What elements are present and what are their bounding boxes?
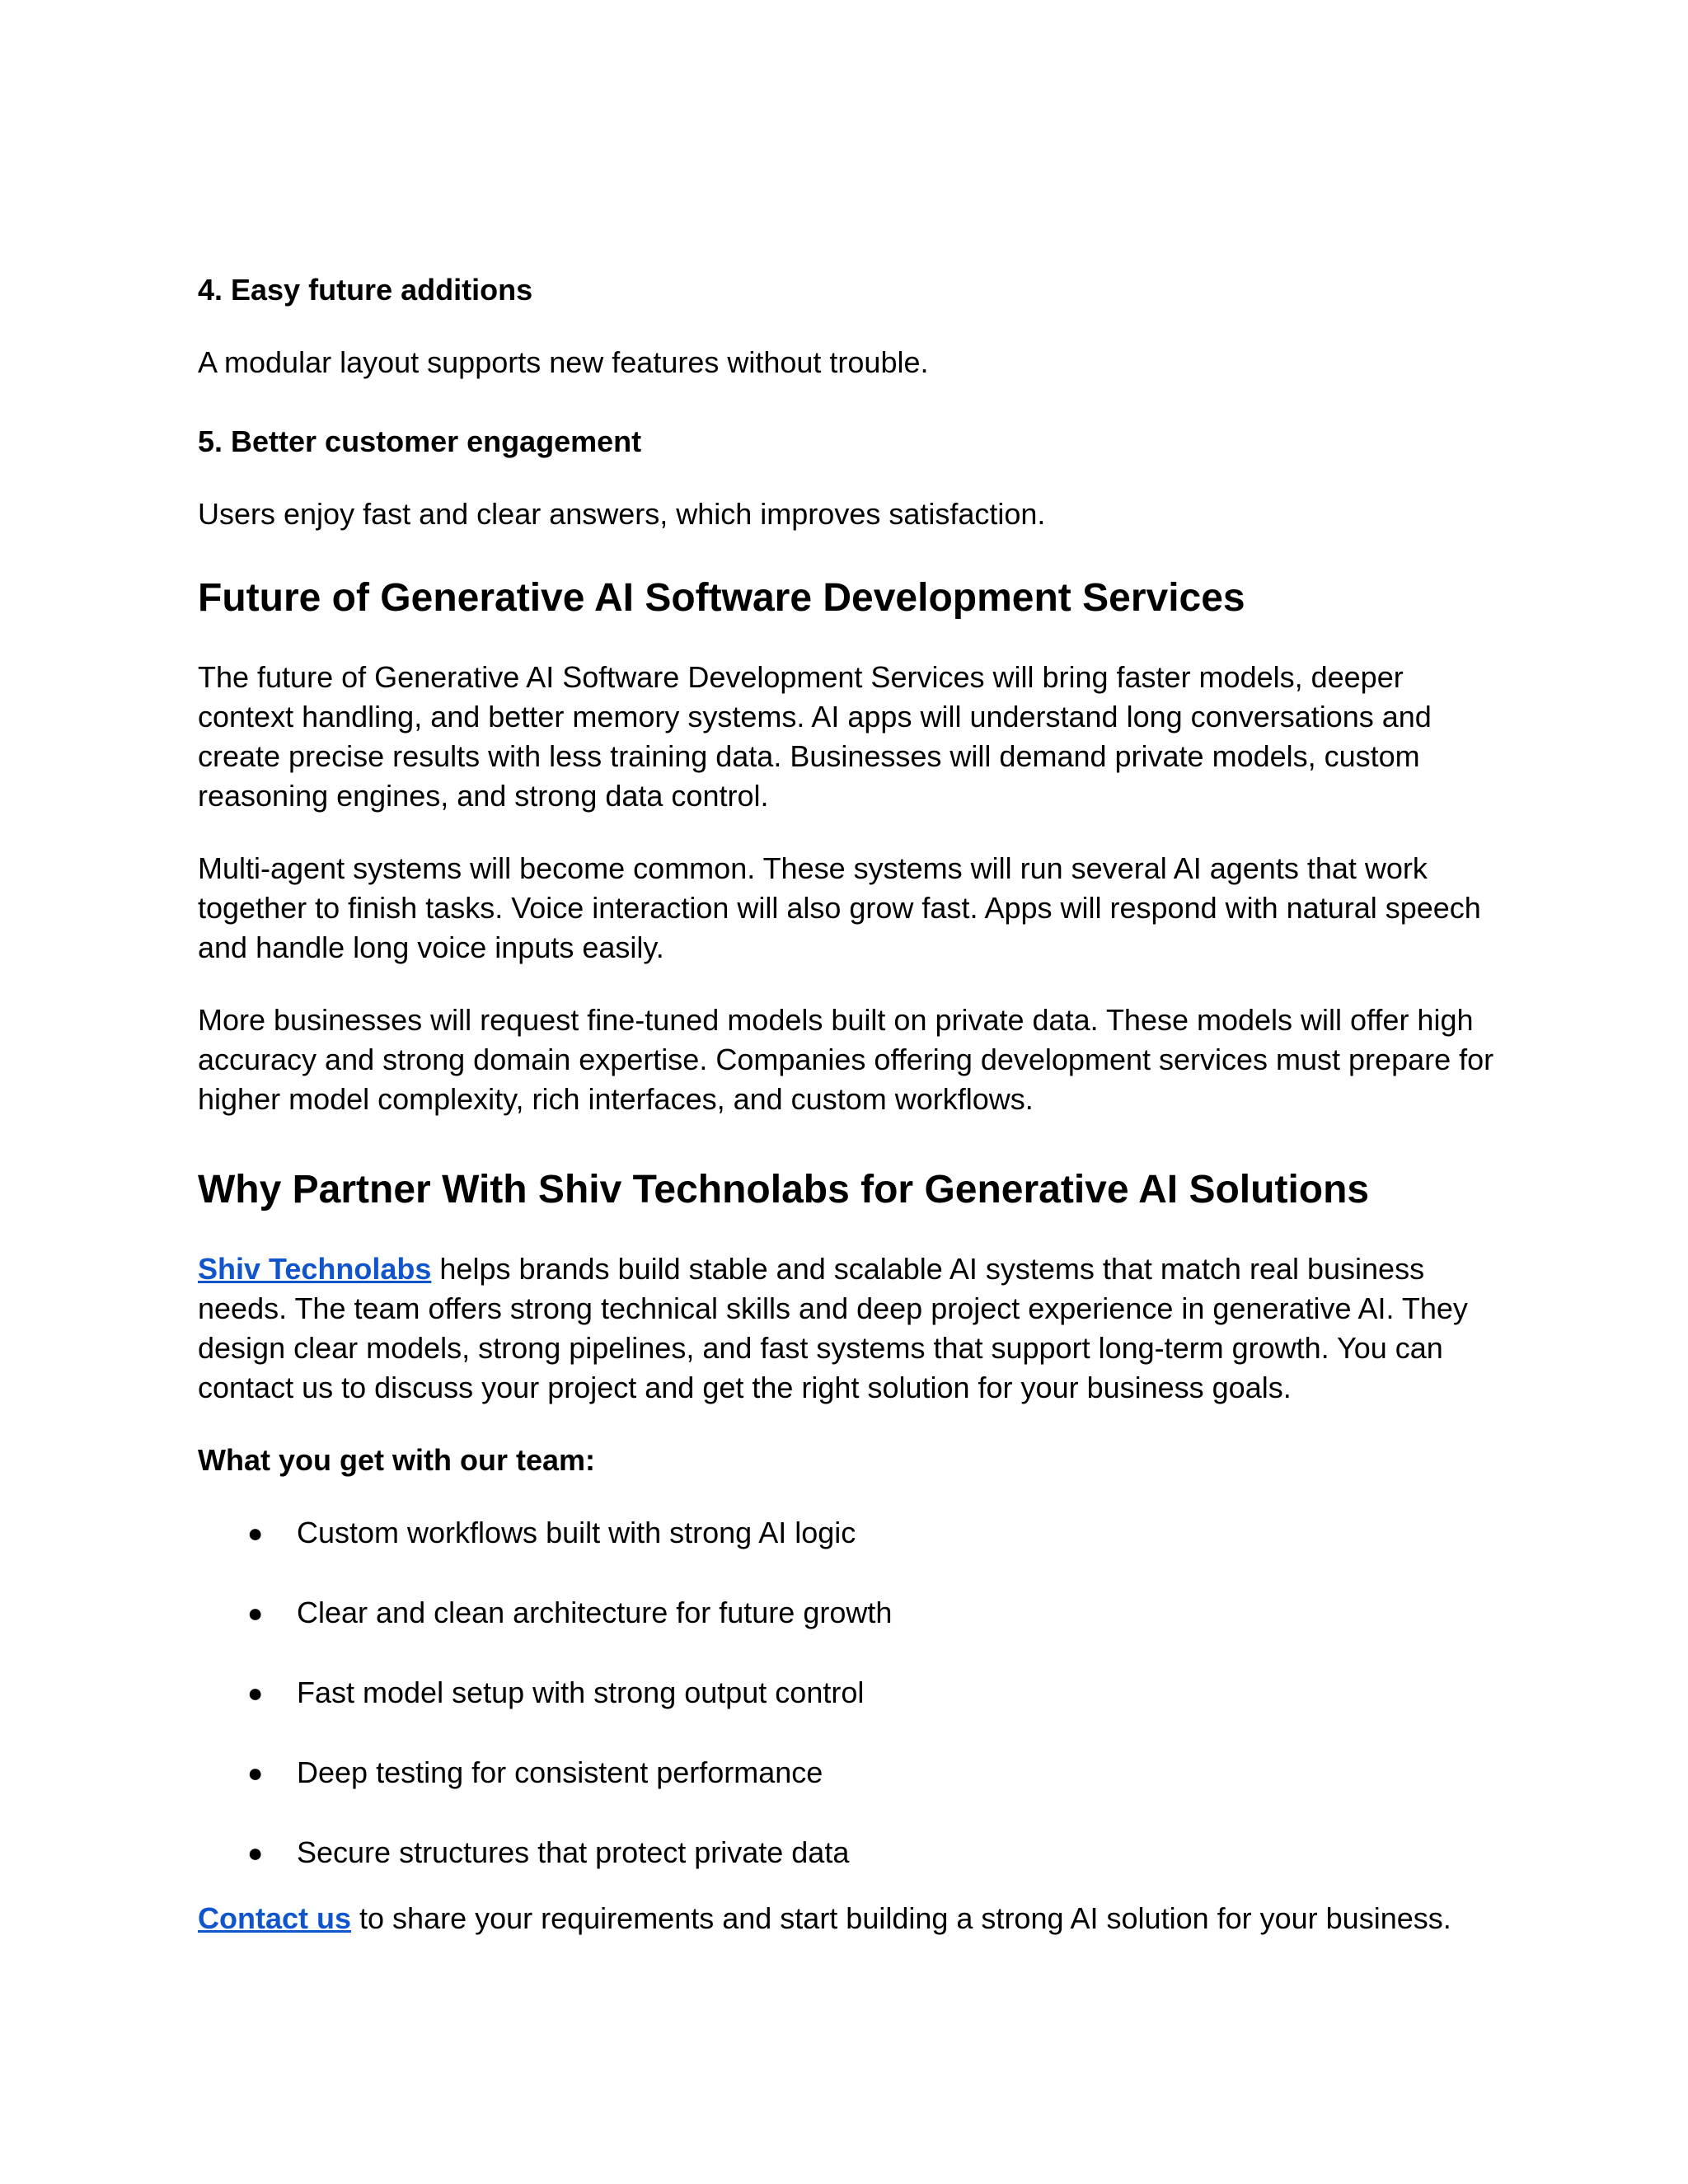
list-item: ● Fast model setup with strong output control [198, 1673, 1500, 1713]
list-item: ● Deep testing for consistent performance [198, 1753, 1500, 1793]
bullet-icon: ● [247, 1838, 264, 1868]
list-title: What you get with our team: [198, 1443, 595, 1477]
shiv-technolabs-link[interactable]: Shiv Technolabs [198, 1252, 432, 1286]
future-paragraph-1: The future of Generative AI Software Development Services will bring faster models, deeper context handling, and better memory systems. AI apps will understand long conversations and create precise results with less training data. Businesses will demand private models, custom reasoning engines, and strong data control. [198, 660, 1432, 813]
benefits-list [198, 1513, 1500, 1872]
item4-text: A modular layout supports new features without trouble. [198, 345, 929, 379]
bullet-icon: ● [247, 1678, 264, 1708]
cta-paragraph [198, 1899, 1500, 1938]
item4-title: 4. Easy future additions [198, 273, 533, 307]
document-page [198, 270, 1500, 1938]
list-item: ● Secure structures that protect private data [198, 1833, 1500, 1872]
future-heading: Future of Generative AI Software Development Services [198, 576, 1245, 620]
future-paragraph-2: Multi-agent systems will become common. These systems will run several AI agents that work together to finish tasks. Voice interaction will also grow fast. Apps will respond with natural speech and handle long voice inputs easily. [198, 851, 1481, 964]
partner-paragraph-text: helps brands build stable and scalable AI systems that match real business needs. The team offers strong technical skills and deep project experience in generative AI. They design clear models, strong pipelines, and fast systems that support long-term growth. You can contact us to discuss your project and get the right solution for your business goals. [198, 1252, 1468, 1404]
item5-title: 5. Better customer engagement [198, 424, 642, 458]
list-item: ● Clear and clean architecture for future growth [198, 1593, 1500, 1633]
future-paragraph-3: More businesses will request fine-tuned models built on private data. These models will offer high accuracy and strong domain expertise. Companies offering development services must prepare for higher model complexity, rich interfaces, and custom workflows. [198, 1003, 1494, 1116]
partner-paragraph [198, 1249, 1500, 1408]
item5-text: Users enjoy fast and clear answers, which improves satisfaction. [198, 497, 1046, 531]
partner-heading: Why Partner With Shiv Technolabs for Generative AI Solutions [198, 1168, 1370, 1212]
bullet-icon: ● [247, 1598, 264, 1628]
cta-text: to share your requirements and start building a strong AI solution for your business. [351, 1901, 1451, 1935]
list-item: ● Custom workflows built with strong AI logic [198, 1513, 1500, 1553]
bullet-icon: ● [247, 1518, 264, 1548]
bullet-icon: ● [247, 1758, 264, 1788]
contact-us-link[interactable]: Contact us [198, 1901, 352, 1935]
